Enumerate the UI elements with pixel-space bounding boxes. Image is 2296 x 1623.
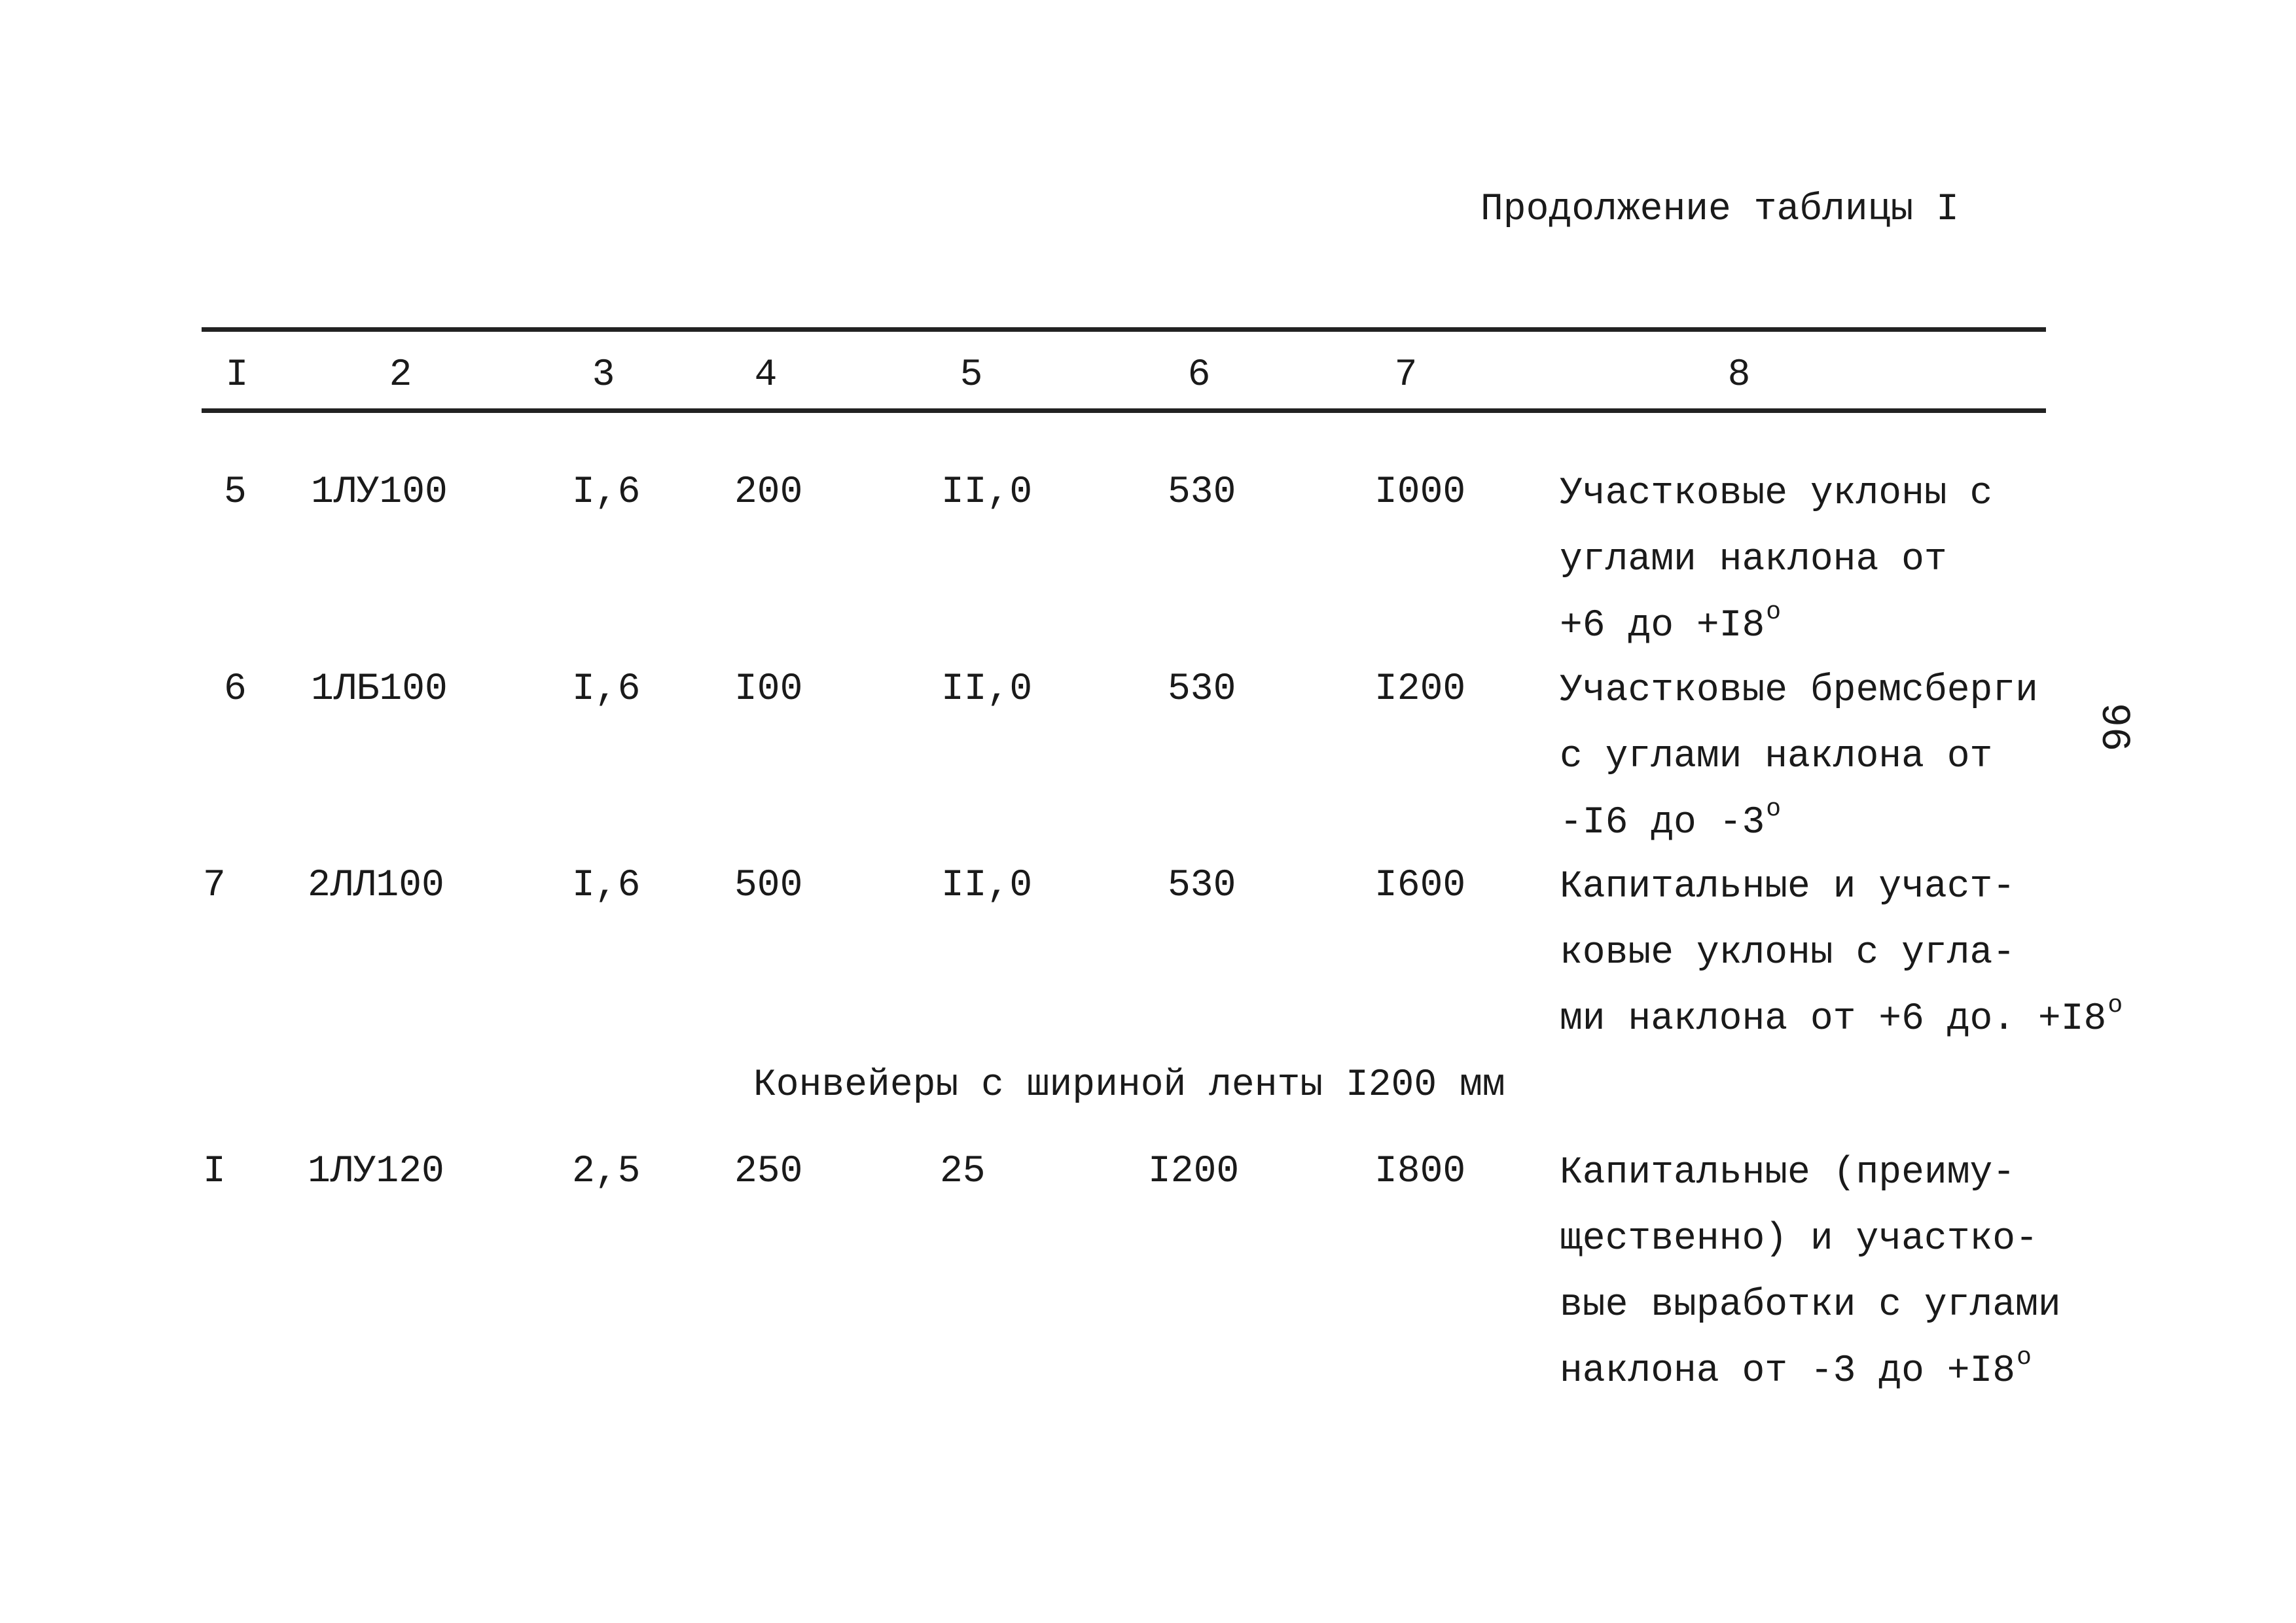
row-number: I <box>203 1150 226 1193</box>
cell-col5: 25 <box>940 1150 986 1193</box>
row-number: 7 <box>203 865 226 907</box>
cell-col3: I,6 <box>572 471 641 514</box>
description-line: Капитальные (преиму- <box>1560 1152 2016 1194</box>
description-line: наклона от -3 до +I8 <box>1560 1350 2016 1393</box>
cell-col4: 250 <box>734 1150 803 1193</box>
table-caption: Продолжение таблицы I <box>1480 188 1959 231</box>
description-line: ми наклона от +6 до. +I8 <box>1560 998 2107 1041</box>
description-line: ковые уклоны с угла- <box>1560 932 2016 974</box>
degree-sign: о <box>1766 795 1782 823</box>
conveyor-type: 1ЛУ100 <box>311 471 448 514</box>
cell-col6: I200 <box>1148 1150 1240 1193</box>
description-line: Капитальные и участ- <box>1560 866 2016 908</box>
cell-col6: 530 <box>1168 471 1236 514</box>
cell-col6: 530 <box>1168 668 1236 711</box>
cell-col7: I200 <box>1374 668 1466 711</box>
degree-sign: о <box>2017 1344 2032 1372</box>
description-line: -I6 до -3 <box>1560 802 1765 844</box>
column-header-5: 5 <box>960 354 983 397</box>
cell-col4: 200 <box>734 471 803 514</box>
description-line: Участковые уклоны с <box>1560 473 1993 515</box>
column-header-6: 6 <box>1187 354 1211 397</box>
description-line: Участковые бремсберги <box>1560 669 2038 712</box>
row-number: 5 <box>224 471 247 514</box>
description-line: углами наклона от <box>1560 539 1947 581</box>
column-header-8: 8 <box>1727 354 1751 397</box>
conveyor-type: 1ЛБ100 <box>311 668 448 711</box>
page-number: 96 <box>2090 702 2138 752</box>
row-description <box>1560 658 2038 859</box>
cell-col7: I800 <box>1374 1150 1466 1193</box>
cell-col3: I,6 <box>572 668 641 711</box>
degree-sign: о <box>1766 598 1782 626</box>
conveyor-type: 1ЛУ120 <box>308 1150 444 1193</box>
cell-col3: I,6 <box>572 865 641 907</box>
table-top-rule <box>202 327 2046 332</box>
cell-col4: 500 <box>734 865 803 907</box>
cell-col5: II,0 <box>941 471 1033 514</box>
description-line: +6 до +I8 <box>1560 605 1765 647</box>
row-number: 6 <box>224 668 247 711</box>
row-description <box>1560 461 1992 662</box>
table-header-rule <box>202 408 2046 413</box>
column-header-3: 3 <box>592 354 615 397</box>
cell-col4: I00 <box>734 668 803 711</box>
conveyor-type: 2ЛЛ100 <box>308 865 444 907</box>
description-line: щественно) и участко- <box>1560 1218 2038 1260</box>
column-header-7: 7 <box>1394 354 1418 397</box>
cell-col7: I600 <box>1374 865 1466 907</box>
cell-col3: 2,5 <box>572 1150 641 1193</box>
cell-col5: II,0 <box>941 668 1033 711</box>
degree-sign: о <box>2108 991 2123 1020</box>
section-heading: Конвейеры с шириной ленты I200 мм <box>753 1064 1505 1107</box>
cell-col5: II,0 <box>941 865 1033 907</box>
column-header-2: 2 <box>389 354 412 397</box>
cell-col6: 530 <box>1168 865 1236 907</box>
description-line: вые выработки с углами <box>1560 1284 2061 1327</box>
column-header-1: I <box>225 354 249 397</box>
row-description <box>1560 1140 2061 1408</box>
cell-col7: I000 <box>1374 471 1466 514</box>
column-header-4: 4 <box>754 354 778 397</box>
description-line: с углами наклона от <box>1560 736 1993 778</box>
row-description <box>1560 854 2123 1056</box>
